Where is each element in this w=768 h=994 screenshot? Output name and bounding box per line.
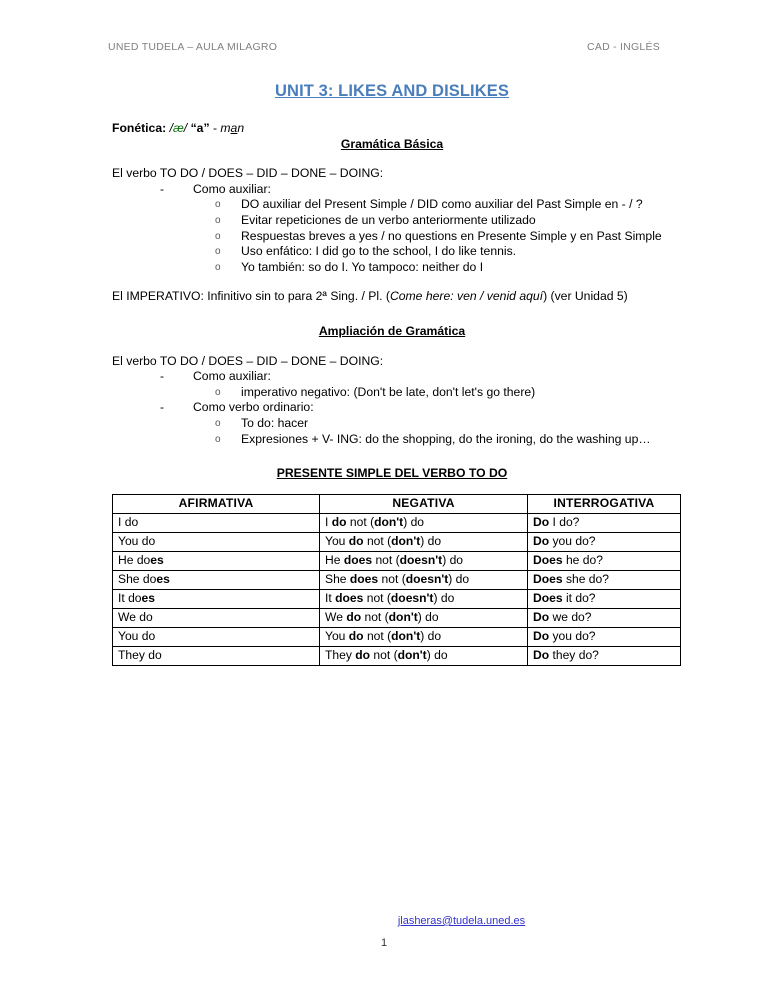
neg-not: not: [381, 572, 399, 587]
list-item: o Expresiones + V- ING: do the shopping, do the ironing, do the washing up…: [215, 432, 672, 448]
cell-negativa: He does not (doesn't) do: [320, 551, 528, 570]
neg-tail: do: [427, 629, 442, 644]
document-body: [112, 82, 672, 666]
phonetics-symbol: æ: [172, 121, 184, 135]
cell-afirmativa: [113, 646, 320, 665]
imperative-text-after: ) (ver Unidad 5): [543, 289, 628, 304]
int-rest: they do?: [552, 648, 599, 663]
cell-afirmativa: [113, 570, 320, 589]
spacer: [112, 447, 672, 466]
aff-plain: She do: [118, 572, 157, 587]
neg-aux: does: [343, 553, 373, 568]
aff-plain: He do: [118, 553, 151, 568]
neg-aux: does: [335, 591, 364, 606]
group-label: Como verbo ordinario:: [193, 400, 314, 415]
neg-subject: He: [325, 553, 341, 568]
cell-interrogativa: [528, 627, 681, 646]
phonetics-dash: -: [212, 121, 217, 135]
ampliacion-list-level2: [193, 416, 672, 447]
neg-not: not: [373, 648, 391, 663]
neg-subject: You: [325, 629, 346, 644]
cell-negativa: It does not (doesn't) do: [320, 589, 528, 608]
basic-intro-line: El verbo TO DO / DOES – DID – DONE – DOING:: [112, 166, 384, 181]
table-heading: PRESENTE SIMPLE DEL VERBO TO DO: [276, 466, 508, 481]
int-rest: you do?: [552, 629, 596, 644]
int-aux: Do: [533, 648, 550, 663]
cell-afirmativa: [113, 589, 320, 608]
neg-contraction: doesn't: [390, 591, 434, 606]
neg-aux: do: [331, 515, 347, 530]
footer-email-wrap: [0, 915, 768, 927]
phonetics-slash-close: /: [183, 121, 188, 135]
neg-tail: do: [434, 648, 448, 663]
neg-contraction: don't: [388, 610, 418, 625]
aff-plain: I do: [118, 515, 139, 530]
cell-afirmativa: [113, 551, 320, 570]
neg-aux: do: [346, 610, 362, 625]
aff-bold: es: [141, 591, 155, 606]
table-row: [113, 627, 681, 646]
aff-plain: We do: [118, 610, 153, 625]
neg-contraction: don't: [391, 629, 421, 644]
conjugation-table: [112, 494, 681, 666]
cell-interrogativa: [528, 513, 681, 532]
group-label: Como auxiliar:: [193, 369, 271, 384]
list-item: o DO auxiliar del Present Simple / DID como auxiliar del Past Simple en - / ?: [215, 197, 672, 213]
neg-tail: do: [449, 553, 464, 568]
spacer: [112, 340, 672, 354]
header-left-text: UNED TUDELA – AULA MILAGRO: [108, 41, 278, 53]
list-item: o Uso enfático: I did go to the school, I do like tennis.: [215, 244, 672, 260]
aff-plain: It do: [118, 591, 142, 606]
section-heading-ampliacion: Ampliación de Gramática: [318, 323, 466, 338]
cell-interrogativa: [528, 570, 681, 589]
neg-tail: do: [440, 591, 455, 606]
neg-contraction: don't: [397, 648, 427, 663]
phonetics-example-before: m: [220, 121, 231, 135]
table-row: [113, 551, 681, 570]
column-header-negativa: NEGATIVA: [320, 494, 528, 513]
aff-bold: es: [150, 553, 164, 568]
basic-list-level1: [112, 182, 672, 276]
neg-contraction: doesn't: [405, 572, 449, 587]
int-aux: Do: [533, 629, 550, 644]
int-aux: Does: [533, 572, 563, 587]
neg-contraction: doesn't: [399, 553, 443, 568]
list-item: [160, 400, 672, 447]
cell-afirmativa: [113, 627, 320, 646]
int-rest: it do?: [565, 591, 596, 606]
int-aux: Does: [533, 591, 563, 606]
neg-not: not: [375, 553, 393, 568]
list-item: o imperativo negativo: (Don't be late, don't let's go there): [215, 385, 672, 401]
neg-subject: It: [325, 591, 332, 606]
list-item: [160, 182, 672, 276]
neg-not: not: [349, 515, 367, 530]
neg-contraction: don't: [391, 534, 421, 549]
section-heading-basic: Gramática Básica: [340, 136, 444, 151]
table-row: [113, 570, 681, 589]
neg-subject: They: [325, 648, 352, 663]
int-aux: Do: [533, 610, 550, 625]
table-row: [113, 608, 681, 627]
cell-negativa: I do not (don't) do: [320, 513, 528, 532]
phonetics-line: [112, 121, 672, 137]
neg-aux: do: [348, 629, 364, 644]
cell-interrogativa: [528, 608, 681, 627]
imperative-example: Come here: ven / venid aquí: [389, 289, 544, 304]
aff-bold: es: [156, 572, 170, 587]
int-rest: she do?: [565, 572, 609, 587]
spacer: [112, 152, 672, 166]
neg-not: not: [366, 534, 384, 549]
int-aux: Do: [533, 534, 550, 549]
neg-subject: She: [325, 572, 347, 587]
neg-aux: does: [349, 572, 379, 587]
cell-afirmativa: [113, 513, 320, 532]
int-aux: Does: [533, 553, 563, 568]
cell-negativa: We do not (don't) do: [320, 608, 528, 627]
phonetics-label: Fonética:: [112, 121, 167, 135]
list-item: o Respuestas breves a yes / no questions en Presente Simple y en Past Simple: [215, 229, 672, 245]
neg-tail: do: [455, 572, 470, 587]
header-right-text: CAD - INGLÉS: [586, 41, 660, 53]
table-row: [113, 532, 681, 551]
table-row: [113, 646, 681, 665]
cell-interrogativa: [528, 532, 681, 551]
ampliacion-list-level2: [193, 385, 672, 401]
list-item: o To do: hacer: [215, 416, 672, 432]
cell-interrogativa: [528, 646, 681, 665]
cell-afirmativa: [113, 532, 320, 551]
aff-plain: They do: [118, 648, 162, 663]
column-header-interrogativa: INTERROGATIVA: [528, 494, 681, 513]
neg-aux: do: [348, 534, 364, 549]
phonetics-example-after: n: [237, 121, 245, 135]
neg-subject: You: [325, 534, 346, 549]
cell-afirmativa: [113, 608, 320, 627]
page-number: 1: [380, 937, 388, 949]
footer-email-link[interactable]: jlasheras@tudela.uned.es: [397, 915, 526, 927]
neg-contraction: don't: [374, 515, 404, 530]
aff-plain: You do: [118, 629, 156, 644]
cell-interrogativa: [528, 589, 681, 608]
cell-negativa: You do not (don't) do: [320, 627, 528, 646]
spacer: [112, 275, 672, 289]
neg-tail: do: [427, 534, 442, 549]
conjugation-table-wrap: [112, 494, 672, 666]
neg-aux: do: [355, 648, 371, 663]
int-aux: Do: [533, 515, 550, 530]
int-rest: he do?: [565, 553, 603, 568]
running-header: [108, 41, 660, 53]
cell-negativa: She does not (doesn't) do: [320, 570, 528, 589]
cell-interrogativa: [528, 551, 681, 570]
list-item: [160, 369, 672, 400]
table-body: [113, 513, 681, 665]
ampliacion-intro-line: El verbo TO DO / DOES – DID – DONE – DOING:: [112, 353, 384, 368]
ampliacion-list-level1: [112, 369, 672, 447]
table-row: [113, 513, 681, 532]
int-rest: we do?: [552, 610, 592, 625]
phonetics-slash-open: /: [169, 121, 173, 135]
table-header-row: [113, 494, 681, 513]
neg-not: not: [366, 629, 384, 644]
neg-not: not: [366, 591, 384, 606]
cell-negativa: You do not (don't) do: [320, 532, 528, 551]
list-item: o Evitar repeticiones de un verbo anteriormente utilizado: [215, 213, 672, 229]
imperative-line: [112, 289, 672, 305]
basic-list-level2: [193, 197, 672, 275]
neg-subject: I: [325, 515, 329, 530]
spacer: [112, 305, 672, 324]
neg-tail: do: [410, 515, 425, 530]
neg-not: not: [364, 610, 382, 625]
phonetics-example-underlined: a: [230, 121, 238, 135]
aff-plain: You do: [118, 534, 156, 549]
cell-negativa: They do not (don't) do: [320, 646, 528, 665]
neg-subject: We: [325, 610, 343, 625]
page-title: UNIT 3: LIKES AND DISLIKES: [275, 82, 509, 100]
int-rest: I do?: [552, 515, 580, 530]
neg-tail: do: [425, 610, 439, 625]
table-row: [113, 589, 681, 608]
int-rest: you do?: [552, 534, 596, 549]
column-header-afirmativa: AFIRMATIVA: [113, 494, 320, 513]
imperative-text-before: El IMPERATIVO: Infinitivo sin to para 2ª Sing. / Pl. (: [112, 289, 390, 304]
phonetics-quoted-letter: “a”: [190, 121, 210, 135]
list-item: o Yo también: so do I. Yo tampoco: neither do I: [215, 260, 672, 276]
group-label: Como auxiliar:: [193, 181, 271, 196]
